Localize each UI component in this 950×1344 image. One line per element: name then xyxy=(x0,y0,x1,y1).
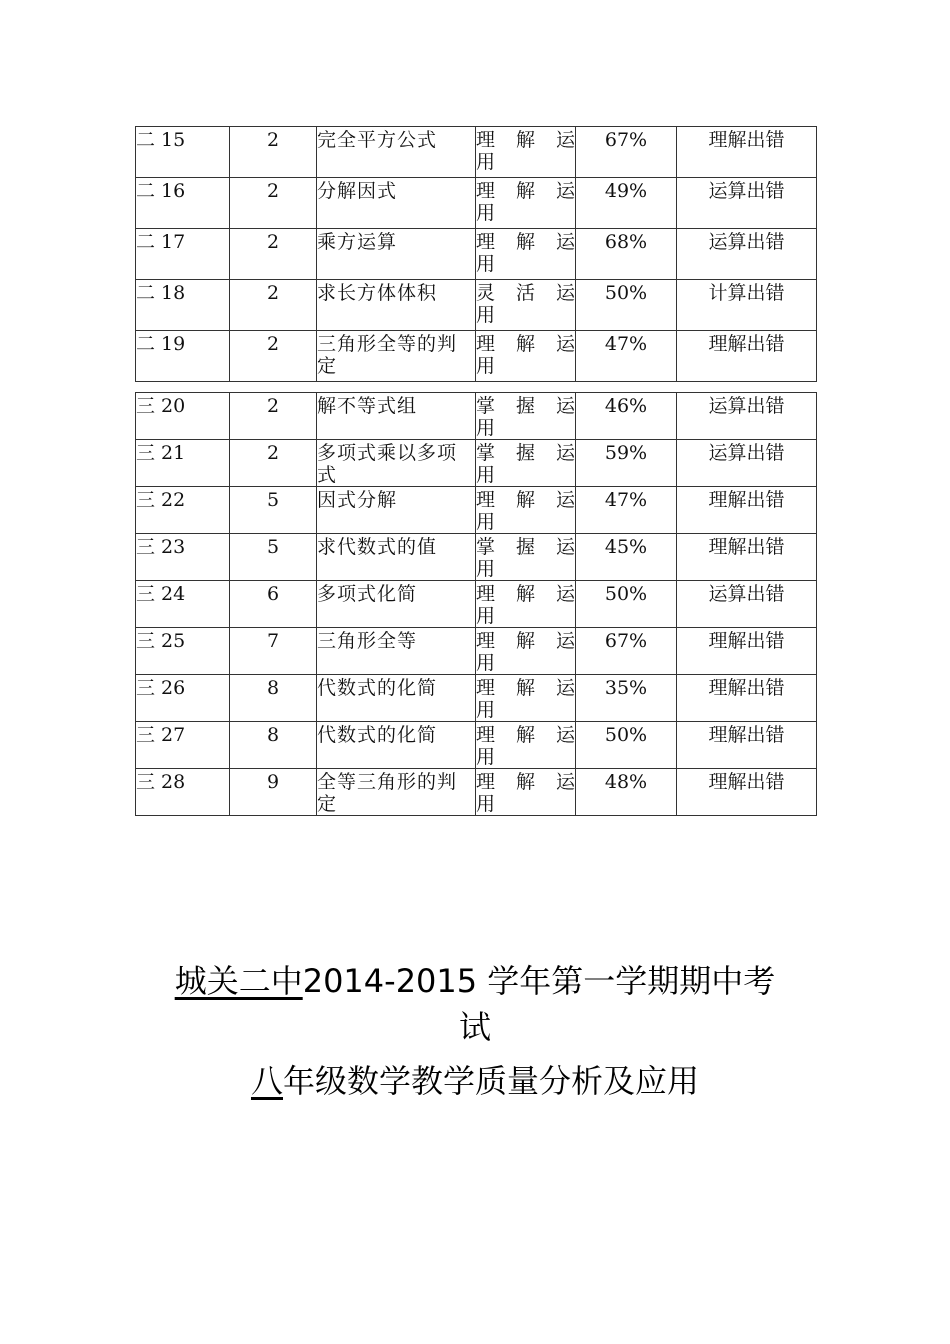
error-type-cell: 运算出错 xyxy=(677,581,817,628)
ability-level-cell xyxy=(476,487,576,534)
scoring-rate-cell: 59% xyxy=(576,440,677,487)
ability-level-text: 掌 握 运 xyxy=(476,536,575,558)
table-row xyxy=(136,331,817,382)
question-number-cell: 二 16 xyxy=(136,178,230,229)
ability-level-cell xyxy=(476,675,576,722)
error-type-cell: 运算出错 xyxy=(677,229,817,280)
scoring-rate-cell: 49% xyxy=(576,178,677,229)
error-type-cell: 运算出错 xyxy=(677,393,817,440)
knowledge-point-cell: 求长方体体积 xyxy=(317,280,476,331)
question-number-cell: 三 27 xyxy=(136,722,230,769)
document-title-line-1 xyxy=(0,957,950,1005)
ability-level-text: 掌 握 运 xyxy=(476,442,575,464)
knowledge-point-cell: 多项式化简 xyxy=(317,581,476,628)
knowledge-point-cell: 分解因式 xyxy=(317,178,476,229)
question-number-cell: 三 25 xyxy=(136,628,230,675)
table-row xyxy=(136,487,817,534)
ability-level-text-cont: 用 xyxy=(476,151,496,173)
ability-level-text-cont: 用 xyxy=(476,417,496,439)
ability-level-cell xyxy=(476,628,576,675)
knowledge-point-cell: 求代数式的值 xyxy=(317,534,476,581)
ability-level-cell xyxy=(476,331,576,382)
error-type-cell: 理解出错 xyxy=(677,534,817,581)
knowledge-point-cell: 全等三角形的判定 xyxy=(317,769,476,816)
ability-level-text: 理 解 运 xyxy=(476,180,575,202)
ability-level-cell xyxy=(476,280,576,331)
error-type-cell: 理解出错 xyxy=(677,487,817,534)
error-type-cell: 理解出错 xyxy=(677,769,817,816)
table-row xyxy=(136,280,817,331)
scoring-rate-cell: 50% xyxy=(576,280,677,331)
knowledge-point-cell: 解不等式组 xyxy=(317,393,476,440)
ability-level-text: 理 解 运 xyxy=(476,677,575,699)
ability-level-text-cont: 用 xyxy=(476,253,496,275)
ability-level-text-cont: 用 xyxy=(476,304,496,326)
score-cell: 2 xyxy=(230,280,317,331)
table-row xyxy=(136,127,817,178)
table-row xyxy=(136,178,817,229)
analysis-table-section-three xyxy=(135,392,817,816)
score-cell: 2 xyxy=(230,393,317,440)
question-number-cell: 三 20 xyxy=(136,393,230,440)
knowledge-point-cell: 完全平方公式 xyxy=(317,127,476,178)
ability-level-text: 理 解 运 xyxy=(476,630,575,652)
ability-level-text: 理 解 运 xyxy=(476,129,575,151)
ability-level-text-cont: 用 xyxy=(476,355,496,377)
ability-level-text: 理 解 运 xyxy=(476,771,575,793)
ability-level-text: 灵 活 运 xyxy=(476,282,575,304)
score-cell: 7 xyxy=(230,628,317,675)
table-row xyxy=(136,581,817,628)
ability-level-text-cont: 用 xyxy=(476,652,496,674)
analysis-table-section-two xyxy=(135,126,817,382)
error-type-cell: 运算出错 xyxy=(677,178,817,229)
ability-level-cell xyxy=(476,393,576,440)
table-row xyxy=(136,769,817,816)
ability-level-text-cont: 用 xyxy=(476,793,496,815)
table-row xyxy=(136,393,817,440)
score-cell: 2 xyxy=(230,178,317,229)
error-type-cell: 计算出错 xyxy=(677,280,817,331)
ability-level-text-cont: 用 xyxy=(476,605,496,627)
scoring-rate-cell: 47% xyxy=(576,331,677,382)
question-number-cell: 二 17 xyxy=(136,229,230,280)
error-type-cell: 理解出错 xyxy=(677,331,817,382)
scoring-rate-cell: 68% xyxy=(576,229,677,280)
scoring-rate-cell: 50% xyxy=(576,722,677,769)
error-type-cell: 理解出错 xyxy=(677,722,817,769)
error-type-cell: 理解出错 xyxy=(677,127,817,178)
question-number-cell: 三 24 xyxy=(136,581,230,628)
question-number-cell: 三 22 xyxy=(136,487,230,534)
ability-level-text: 理 解 运 xyxy=(476,583,575,605)
question-number-cell: 二 15 xyxy=(136,127,230,178)
table-row xyxy=(136,534,817,581)
ability-level-text-cont: 用 xyxy=(476,558,496,580)
score-cell: 9 xyxy=(230,769,317,816)
error-type-cell: 理解出错 xyxy=(677,675,817,722)
score-cell: 2 xyxy=(230,440,317,487)
scoring-rate-cell: 47% xyxy=(576,487,677,534)
score-cell: 2 xyxy=(230,229,317,280)
question-number-cell: 二 18 xyxy=(136,280,230,331)
scoring-rate-cell: 48% xyxy=(576,769,677,816)
knowledge-point-cell: 因式分解 xyxy=(317,487,476,534)
title-text: 试 xyxy=(458,1008,491,1046)
table-body xyxy=(136,393,817,816)
ability-level-cell xyxy=(476,229,576,280)
ability-level-text-cont: 用 xyxy=(476,464,496,486)
score-cell: 8 xyxy=(230,722,317,769)
question-number-cell: 三 28 xyxy=(136,769,230,816)
score-cell: 8 xyxy=(230,675,317,722)
ability-level-text: 理 解 运 xyxy=(476,489,575,511)
ability-level-cell xyxy=(476,178,576,229)
error-type-cell: 运算出错 xyxy=(677,440,817,487)
scoring-rate-cell: 46% xyxy=(576,393,677,440)
question-number-cell: 三 23 xyxy=(136,534,230,581)
school-name: 城关二中 xyxy=(174,962,303,1000)
score-cell: 2 xyxy=(230,127,317,178)
ability-level-text-cont: 用 xyxy=(476,746,496,768)
knowledge-point-cell: 代数式的化简 xyxy=(317,722,476,769)
scoring-rate-cell: 67% xyxy=(576,628,677,675)
score-cell: 2 xyxy=(230,331,317,382)
document-title-line-2 xyxy=(0,1003,950,1051)
question-number-cell: 二 19 xyxy=(136,331,230,382)
table-row xyxy=(136,675,817,722)
ability-level-text: 掌 握 运 xyxy=(476,395,575,417)
ability-level-text: 理 解 运 xyxy=(476,333,575,355)
score-cell: 5 xyxy=(230,487,317,534)
title-text: 年级数学教学质量分析及应用 xyxy=(283,1062,700,1100)
table-row xyxy=(136,229,817,280)
ability-level-cell xyxy=(476,534,576,581)
scoring-rate-cell: 35% xyxy=(576,675,677,722)
scoring-rate-cell: 50% xyxy=(576,581,677,628)
ability-level-cell xyxy=(476,440,576,487)
knowledge-point-cell: 三角形全等 xyxy=(317,628,476,675)
grade-number: 八 xyxy=(250,1062,283,1100)
error-type-cell: 理解出错 xyxy=(677,628,817,675)
ability-level-cell xyxy=(476,581,576,628)
title-text: 2014-2015 学年第一学期期中考 xyxy=(302,962,776,1000)
ability-level-cell xyxy=(476,722,576,769)
knowledge-point-cell: 乘方运算 xyxy=(317,229,476,280)
table-row xyxy=(136,628,817,675)
table-row xyxy=(136,440,817,487)
question-number-cell: 三 21 xyxy=(136,440,230,487)
score-cell: 5 xyxy=(230,534,317,581)
score-cell: 6 xyxy=(230,581,317,628)
document-title-line-3 xyxy=(0,1057,950,1105)
knowledge-point-cell: 多项式乘以多项式 xyxy=(317,440,476,487)
knowledge-point-cell: 代数式的化简 xyxy=(317,675,476,722)
ability-level-text-cont: 用 xyxy=(476,699,496,721)
scoring-rate-cell: 45% xyxy=(576,534,677,581)
table-body xyxy=(136,127,817,382)
question-number-cell: 三 26 xyxy=(136,675,230,722)
ability-level-text-cont: 用 xyxy=(476,511,496,533)
ability-level-cell xyxy=(476,769,576,816)
ability-level-cell xyxy=(476,127,576,178)
ability-level-text: 理 解 运 xyxy=(476,724,575,746)
table-row xyxy=(136,722,817,769)
scoring-rate-cell: 67% xyxy=(576,127,677,178)
ability-level-text-cont: 用 xyxy=(476,202,496,224)
knowledge-point-cell: 三角形全等的判定 xyxy=(317,331,476,382)
ability-level-text: 理 解 运 xyxy=(476,231,575,253)
